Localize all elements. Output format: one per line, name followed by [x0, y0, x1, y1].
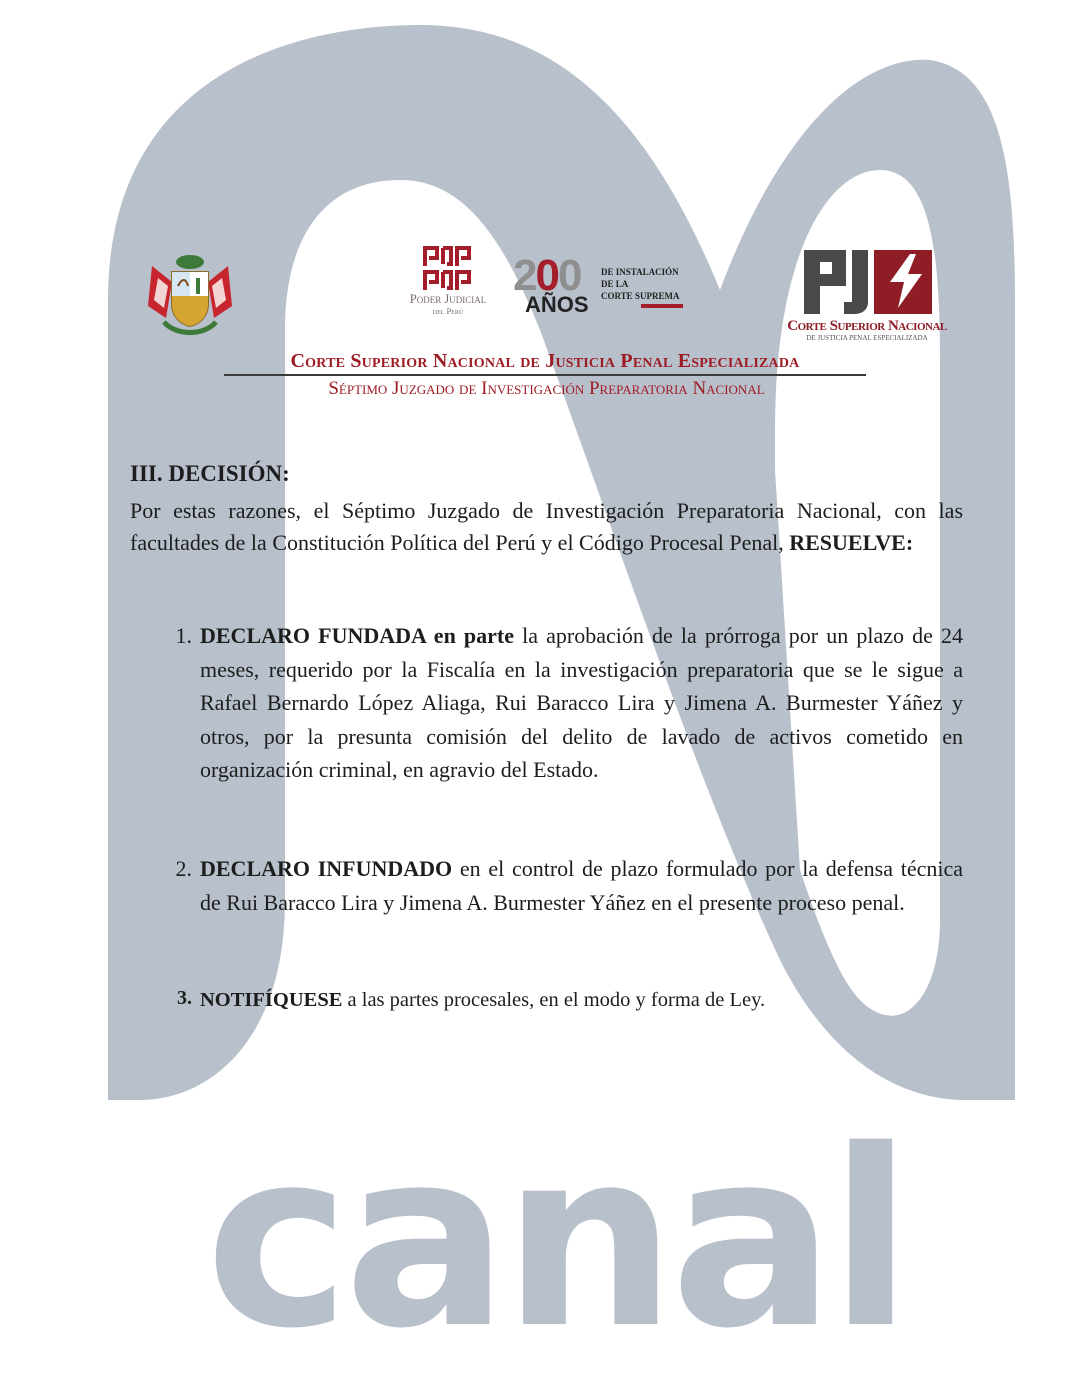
- title-divider: [224, 374, 866, 376]
- installation-line-1: DE INSTALACIÓN: [601, 267, 679, 277]
- installation-line-3: CORTE SUPREMA: [601, 291, 680, 301]
- corte-superior-nacional-logo: [772, 246, 962, 352]
- item-number: 3.: [177, 987, 192, 1009]
- 200-years-logo: [513, 251, 683, 320]
- pj-name-text: Poder Judicial: [409, 292, 487, 306]
- digit-0: 0: [557, 251, 581, 300]
- item-text: [200, 856, 963, 915]
- csn-sub-text: DE JUSTICIA PENAL ESPECIALIZADA: [806, 334, 928, 342]
- decision-intro: [130, 495, 963, 559]
- coat-of-arms-icon: [142, 248, 238, 340]
- installation-line-2: DE LA: [601, 279, 629, 289]
- digit-2: 2: [513, 251, 536, 300]
- item-bold-text: NOTIFÍQUESE: [200, 989, 343, 1011]
- item-body-text: en el control de plazo formulado por la defensa técnica de Rui Baracco Lira y Jimena A. Burmester Yáñez en el presente proceso penal.: [200, 856, 963, 915]
- intro-text: Por estas razones, el Séptimo Juzgado de Investigación Preparatoria Nacional, con las facultades de la Constitución Política del Perú y el Código Procesal Penal,: [130, 498, 963, 555]
- resuelve-text: RESUELVE:: [789, 530, 914, 555]
- canal-watermark-text: canal: [205, 1098, 907, 1382]
- court-subtitle: Séptimo Juzgado de Investigación Preparatoria Nacional: [328, 378, 765, 399]
- resolution-item-3: [177, 982, 963, 1018]
- pj-monogram-icon: [421, 244, 475, 292]
- csn-name-text: Corte Superior Nacional: [787, 318, 947, 334]
- resolution-item-1: [175, 619, 963, 787]
- item-bold-text: DECLARO FUNDADA en parte: [200, 623, 515, 648]
- item-number: 2.: [175, 856, 192, 881]
- pjsn-monogram-icon: [800, 246, 936, 316]
- decision-heading: III. DECISIÓN:: [130, 461, 290, 486]
- item-number: 1.: [175, 623, 192, 648]
- item-bold-text: DECLARO INFUNDADO: [200, 856, 453, 881]
- anos-text: AÑOS: [525, 292, 589, 317]
- poder-judicial-logo: [392, 244, 504, 334]
- installation-text: [601, 266, 679, 302]
- item-text: [200, 989, 765, 1011]
- item-text: [200, 623, 963, 782]
- digit-0-accent: 0: [535, 251, 558, 300]
- pj-sub-text: del Perú: [432, 306, 464, 316]
- peru-coat-of-arms-logo: [142, 248, 238, 340]
- resolution-item-2: [175, 852, 963, 919]
- item-body-text: a las partes procesales, en el modo y forma de Ley.: [342, 989, 766, 1011]
- court-title: Corte Superior Nacional de Justicia Penal Especializada: [290, 350, 800, 372]
- red-bar-decoration: [641, 304, 683, 308]
- item-body-text: la aprobación de la prórroga por un plazo de 24 meses, requerido por la Fiscalía en la investigación preparatoria que se le sigue a Rafael Bernardo López Aliaga, Rui Baracco Lira y Jimena A. Burmester Yáñez y otros, por la presunta comisión del delito de lavado de activos cometido en organización criminal, en agravio del Estado.: [200, 623, 963, 782]
